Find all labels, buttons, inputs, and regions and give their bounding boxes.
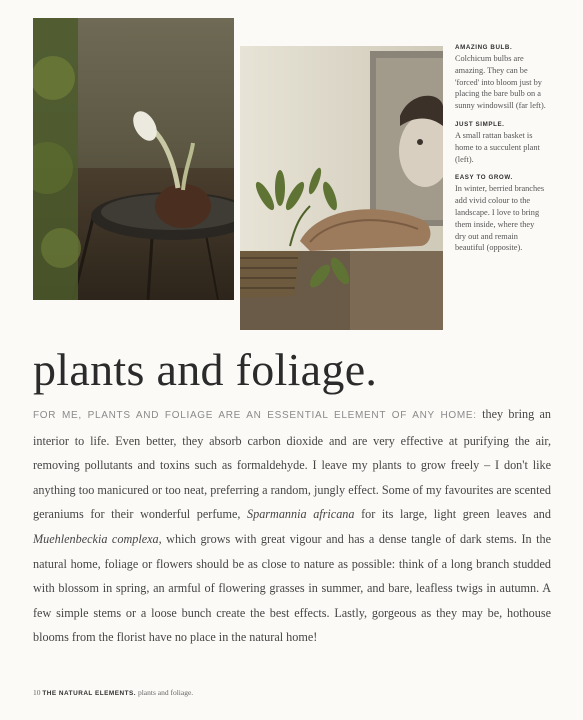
colchicum-bulb-image: [33, 18, 234, 300]
body-text-part-3: , which grows with great vigour and has a dense tangle of dark stems. In the natural home, foliage or flowers should be as close to nature as possible: think of a long branch studded with blossom in spring, an armful of flowering grasses in summer, and bare, leafless twigs in autumn. A few simple stems or a loose bunch create the best effects. Lastly, gorgeous as they may be, hothouse blooms from the florist have no place in the natural home!: [33, 531, 551, 645]
plant-name-muehlenbeckia: Muehlenbeckia complexa: [33, 531, 159, 546]
caption-text: In winter, berried branches add vivid colour to the landscape. I love to bring them inside, where they dry out and remain beautiful (opposite).: [455, 184, 545, 253]
section-heading: plants and foliage.: [33, 344, 378, 395]
body-text-part-2: for its large, light green leaves and: [354, 507, 551, 522]
lead-in-text: FOR ME, PLANTS AND FOLIAGE ARE AN ESSENTIAL ELEMENT OF ANY HOME:: [33, 410, 477, 421]
caption-title: JUST SIMPLE.: [455, 120, 505, 128]
page-footer: [33, 688, 193, 697]
caption-easy-to-grow: [455, 174, 547, 254]
page-number: 10: [33, 688, 41, 697]
caption-just-simple: [455, 121, 547, 165]
plant-name-sparmannia: Sparmannia africana: [247, 507, 355, 522]
body-text-part-1: they bring an interior to life. Even better, they absorb carbon dioxide and are very effective at purifying the air, removing pollutants and toxins such as formaldehyde. I leave my plants to grow freely – I don't like anything too manicured or too neat, preferring a random, jungly effect. Some of my favourites are scented geraniums for their wonderful perfume,: [33, 407, 551, 522]
photo-colchicum-bulb: [33, 18, 234, 300]
caption-amazing-bulb: [455, 44, 547, 112]
body-paragraph: [33, 402, 551, 650]
footer-chapter-title: plants and foliage.: [137, 688, 194, 697]
caption-title: AMAZING BULB.: [455, 44, 513, 51]
photo-succulent-basket: [240, 46, 443, 330]
succulent-basket-image: [240, 46, 443, 330]
caption-text: A small rattan basket is home to a succulent plant (left).: [455, 130, 540, 164]
captions-sidebar: [455, 44, 547, 263]
footer-section-title: THE NATURAL ELEMENTS.: [42, 690, 137, 697]
caption-title: EASY TO GROW.: [455, 174, 513, 182]
caption-text: Colchicum bulbs are amazing. They can be 'forced' into bloom just by placing the bare bulb on a sunny windowsill (far left).: [455, 54, 546, 111]
